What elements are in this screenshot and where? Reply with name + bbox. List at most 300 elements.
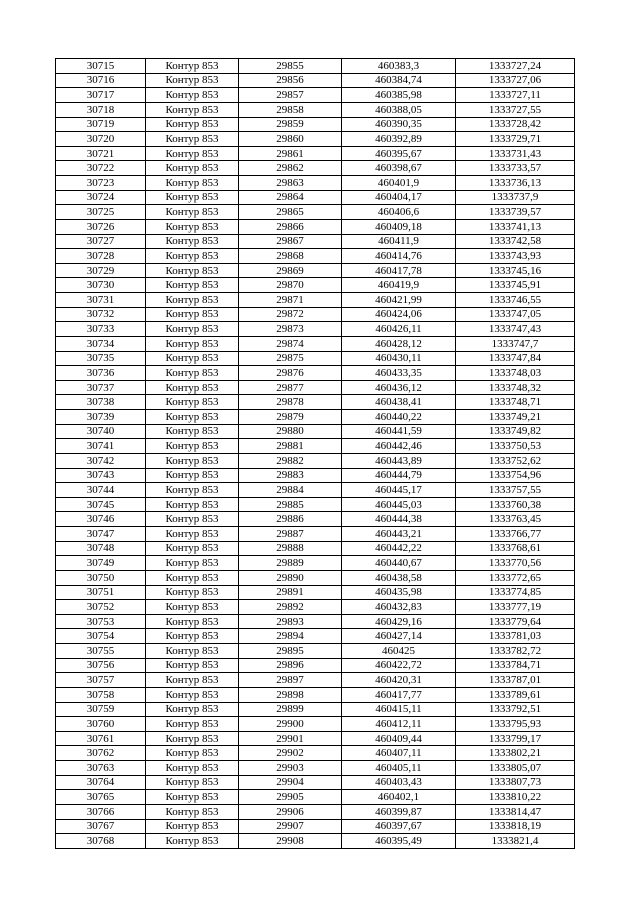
x-coordinate-cell: 460409,18 xyxy=(342,219,456,234)
y-coordinate-cell: 1333749,82 xyxy=(456,424,575,439)
table-row xyxy=(56,570,575,585)
table-row xyxy=(56,775,575,790)
vertex-number-cell: 29898 xyxy=(239,687,342,702)
contour-name-cell: Контур 853 xyxy=(146,804,239,819)
table-row xyxy=(56,614,575,629)
y-coordinate-cell: 1333742,58 xyxy=(456,234,575,249)
vertex-number-cell: 29863 xyxy=(239,176,342,191)
point-id-cell: 30732 xyxy=(56,307,146,322)
x-coordinate-cell: 460392,89 xyxy=(342,132,456,147)
y-coordinate-cell: 1333747,43 xyxy=(456,322,575,337)
contour-name-cell: Контур 853 xyxy=(146,395,239,410)
x-coordinate-cell: 460415,11 xyxy=(342,702,456,717)
contour-name-cell: Контур 853 xyxy=(146,834,239,849)
vertex-number-cell: 29881 xyxy=(239,439,342,454)
table-row xyxy=(56,88,575,103)
point-id-cell: 30741 xyxy=(56,439,146,454)
y-coordinate-cell: 1333805,07 xyxy=(456,761,575,776)
x-coordinate-cell: 460435,98 xyxy=(342,585,456,600)
contour-name-cell: Контур 853 xyxy=(146,73,239,88)
contour-name-cell: Контур 853 xyxy=(146,541,239,556)
point-id-cell: 30721 xyxy=(56,146,146,161)
point-id-cell: 30716 xyxy=(56,73,146,88)
point-id-cell: 30715 xyxy=(56,59,146,74)
y-coordinate-cell: 1333777,19 xyxy=(456,600,575,615)
x-coordinate-cell: 460421,99 xyxy=(342,293,456,308)
vertex-number-cell: 29860 xyxy=(239,132,342,147)
x-coordinate-cell: 460426,11 xyxy=(342,322,456,337)
vertex-number-cell: 29886 xyxy=(239,512,342,527)
point-id-cell: 30730 xyxy=(56,278,146,293)
y-coordinate-cell: 1333757,55 xyxy=(456,483,575,498)
contour-name-cell: Контур 853 xyxy=(146,336,239,351)
table-row xyxy=(56,219,575,234)
y-coordinate-cell: 1333729,71 xyxy=(456,132,575,147)
point-id-cell: 30756 xyxy=(56,658,146,673)
y-coordinate-cell: 1333792,51 xyxy=(456,702,575,717)
table-row xyxy=(56,278,575,293)
table-row xyxy=(56,629,575,644)
vertex-number-cell: 29899 xyxy=(239,702,342,717)
y-coordinate-cell: 1333754,96 xyxy=(456,468,575,483)
table-row xyxy=(56,307,575,322)
table-row xyxy=(56,424,575,439)
vertex-number-cell: 29884 xyxy=(239,483,342,498)
table-row xyxy=(56,234,575,249)
point-id-cell: 30726 xyxy=(56,219,146,234)
contour-name-cell: Контур 853 xyxy=(146,59,239,74)
y-coordinate-cell: 1333799,17 xyxy=(456,731,575,746)
contour-name-cell: Контур 853 xyxy=(146,614,239,629)
vertex-number-cell: 29868 xyxy=(239,249,342,264)
x-coordinate-cell: 460385,98 xyxy=(342,88,456,103)
point-id-cell: 30767 xyxy=(56,819,146,834)
contour-name-cell: Контур 853 xyxy=(146,453,239,468)
table-row xyxy=(56,731,575,746)
vertex-number-cell: 29883 xyxy=(239,468,342,483)
vertex-number-cell: 29875 xyxy=(239,351,342,366)
contour-name-cell: Контур 853 xyxy=(146,790,239,805)
table-row xyxy=(56,132,575,147)
x-coordinate-cell: 460442,22 xyxy=(342,541,456,556)
y-coordinate-cell: 1333787,01 xyxy=(456,673,575,688)
point-id-cell: 30725 xyxy=(56,205,146,220)
contour-name-cell: Контур 853 xyxy=(146,600,239,615)
vertex-number-cell: 29902 xyxy=(239,746,342,761)
vertex-number-cell: 29908 xyxy=(239,834,342,849)
contour-name-cell: Контур 853 xyxy=(146,702,239,717)
vertex-number-cell: 29900 xyxy=(239,717,342,732)
point-id-cell: 30760 xyxy=(56,717,146,732)
point-id-cell: 30762 xyxy=(56,746,146,761)
point-id-cell: 30720 xyxy=(56,132,146,147)
point-id-cell: 30751 xyxy=(56,585,146,600)
vertex-number-cell: 29901 xyxy=(239,731,342,746)
x-coordinate-cell: 460398,67 xyxy=(342,161,456,176)
x-coordinate-cell: 460399,87 xyxy=(342,804,456,819)
y-coordinate-cell: 1333746,55 xyxy=(456,293,575,308)
y-coordinate-cell: 1333750,53 xyxy=(456,439,575,454)
contour-name-cell: Контур 853 xyxy=(146,658,239,673)
y-coordinate-cell: 1333727,11 xyxy=(456,88,575,103)
x-coordinate-cell: 460409,44 xyxy=(342,731,456,746)
y-coordinate-cell: 1333807,73 xyxy=(456,775,575,790)
contour-name-cell: Контур 853 xyxy=(146,190,239,205)
vertex-number-cell: 29904 xyxy=(239,775,342,790)
vertex-number-cell: 29865 xyxy=(239,205,342,220)
y-coordinate-cell: 1333782,72 xyxy=(456,644,575,659)
coordinates-table-body xyxy=(56,59,575,849)
x-coordinate-cell: 460405,11 xyxy=(342,761,456,776)
x-coordinate-cell: 460440,22 xyxy=(342,410,456,425)
point-id-cell: 30736 xyxy=(56,366,146,381)
contour-name-cell: Контур 853 xyxy=(146,146,239,161)
x-coordinate-cell: 460407,11 xyxy=(342,746,456,761)
x-coordinate-cell: 460438,41 xyxy=(342,395,456,410)
x-coordinate-cell: 460445,03 xyxy=(342,497,456,512)
y-coordinate-cell: 1333739,57 xyxy=(456,205,575,220)
contour-name-cell: Контур 853 xyxy=(146,585,239,600)
x-coordinate-cell: 460404,17 xyxy=(342,190,456,205)
x-coordinate-cell: 460445,17 xyxy=(342,483,456,498)
table-row xyxy=(56,468,575,483)
x-coordinate-cell: 460388,05 xyxy=(342,102,456,117)
table-row xyxy=(56,161,575,176)
x-coordinate-cell: 460417,77 xyxy=(342,687,456,702)
point-id-cell: 30745 xyxy=(56,497,146,512)
contour-name-cell: Контур 853 xyxy=(146,351,239,366)
x-coordinate-cell: 460395,49 xyxy=(342,834,456,849)
y-coordinate-cell: 1333745,16 xyxy=(456,263,575,278)
vertex-number-cell: 29888 xyxy=(239,541,342,556)
table-row xyxy=(56,176,575,191)
table-row xyxy=(56,761,575,776)
y-coordinate-cell: 1333781,03 xyxy=(456,629,575,644)
table-row xyxy=(56,410,575,425)
y-coordinate-cell: 1333789,61 xyxy=(456,687,575,702)
x-coordinate-cell: 460438,58 xyxy=(342,570,456,585)
point-id-cell: 30766 xyxy=(56,804,146,819)
x-coordinate-cell: 460412,11 xyxy=(342,717,456,732)
y-coordinate-cell: 1333731,43 xyxy=(456,146,575,161)
point-id-cell: 30754 xyxy=(56,629,146,644)
table-row xyxy=(56,366,575,381)
contour-name-cell: Контур 853 xyxy=(146,629,239,644)
contour-name-cell: Контур 853 xyxy=(146,775,239,790)
vertex-number-cell: 29897 xyxy=(239,673,342,688)
table-row xyxy=(56,746,575,761)
table-row xyxy=(56,600,575,615)
table-row xyxy=(56,453,575,468)
point-id-cell: 30759 xyxy=(56,702,146,717)
y-coordinate-cell: 1333743,93 xyxy=(456,249,575,264)
point-id-cell: 30768 xyxy=(56,834,146,849)
y-coordinate-cell: 1333760,38 xyxy=(456,497,575,512)
vertex-number-cell: 29905 xyxy=(239,790,342,805)
point-id-cell: 30728 xyxy=(56,249,146,264)
contour-name-cell: Контур 853 xyxy=(146,556,239,571)
vertex-number-cell: 29877 xyxy=(239,380,342,395)
point-id-cell: 30765 xyxy=(56,790,146,805)
y-coordinate-cell: 1333748,32 xyxy=(456,380,575,395)
vertex-number-cell: 29864 xyxy=(239,190,342,205)
point-id-cell: 30718 xyxy=(56,102,146,117)
vertex-number-cell: 29893 xyxy=(239,614,342,629)
contour-name-cell: Контур 853 xyxy=(146,717,239,732)
y-coordinate-cell: 1333737,9 xyxy=(456,190,575,205)
table-row xyxy=(56,717,575,732)
table-row xyxy=(56,658,575,673)
y-coordinate-cell: 1333747,84 xyxy=(456,351,575,366)
vertex-number-cell: 29889 xyxy=(239,556,342,571)
x-coordinate-cell: 460430,11 xyxy=(342,351,456,366)
table-row xyxy=(56,804,575,819)
vertex-number-cell: 29870 xyxy=(239,278,342,293)
y-coordinate-cell: 1333748,71 xyxy=(456,395,575,410)
x-coordinate-cell: 460444,79 xyxy=(342,468,456,483)
y-coordinate-cell: 1333810,22 xyxy=(456,790,575,805)
vertex-number-cell: 29862 xyxy=(239,161,342,176)
contour-name-cell: Контур 853 xyxy=(146,88,239,103)
point-id-cell: 30743 xyxy=(56,468,146,483)
table-row xyxy=(56,541,575,556)
vertex-number-cell: 29887 xyxy=(239,527,342,542)
x-coordinate-cell: 460436,12 xyxy=(342,380,456,395)
x-coordinate-cell: 460428,12 xyxy=(342,336,456,351)
contour-name-cell: Контур 853 xyxy=(146,366,239,381)
x-coordinate-cell: 460427,14 xyxy=(342,629,456,644)
vertex-number-cell: 29873 xyxy=(239,322,342,337)
contour-name-cell: Контур 853 xyxy=(146,293,239,308)
x-coordinate-cell: 460397,67 xyxy=(342,819,456,834)
vertex-number-cell: 29876 xyxy=(239,366,342,381)
contour-name-cell: Контур 853 xyxy=(146,746,239,761)
contour-name-cell: Контур 853 xyxy=(146,819,239,834)
table-row xyxy=(56,483,575,498)
contour-name-cell: Контур 853 xyxy=(146,249,239,264)
contour-name-cell: Контур 853 xyxy=(146,161,239,176)
x-coordinate-cell: 460441,59 xyxy=(342,424,456,439)
y-coordinate-cell: 1333736,13 xyxy=(456,176,575,191)
contour-name-cell: Контур 853 xyxy=(146,687,239,702)
contour-name-cell: Контур 853 xyxy=(146,219,239,234)
vertex-number-cell: 29856 xyxy=(239,73,342,88)
point-id-cell: 30735 xyxy=(56,351,146,366)
point-id-cell: 30734 xyxy=(56,336,146,351)
point-id-cell: 30750 xyxy=(56,570,146,585)
table-row xyxy=(56,380,575,395)
x-coordinate-cell: 460433,35 xyxy=(342,366,456,381)
table-row xyxy=(56,644,575,659)
contour-name-cell: Контур 853 xyxy=(146,731,239,746)
table-row xyxy=(56,293,575,308)
y-coordinate-cell: 1333728,42 xyxy=(456,117,575,132)
x-coordinate-cell: 460429,16 xyxy=(342,614,456,629)
vertex-number-cell: 29891 xyxy=(239,585,342,600)
table-row xyxy=(56,351,575,366)
x-coordinate-cell: 460390,35 xyxy=(342,117,456,132)
contour-name-cell: Контур 853 xyxy=(146,322,239,337)
vertex-number-cell: 29859 xyxy=(239,117,342,132)
vertex-number-cell: 29855 xyxy=(239,59,342,74)
contour-name-cell: Контур 853 xyxy=(146,497,239,512)
contour-name-cell: Контур 853 xyxy=(146,424,239,439)
coordinates-table xyxy=(55,58,575,849)
point-id-cell: 30727 xyxy=(56,234,146,249)
x-coordinate-cell: 460444,38 xyxy=(342,512,456,527)
vertex-number-cell: 29885 xyxy=(239,497,342,512)
table-row xyxy=(56,336,575,351)
vertex-number-cell: 29867 xyxy=(239,234,342,249)
y-coordinate-cell: 1333779,64 xyxy=(456,614,575,629)
y-coordinate-cell: 1333802,21 xyxy=(456,746,575,761)
x-coordinate-cell: 460419,9 xyxy=(342,278,456,293)
y-coordinate-cell: 1333727,55 xyxy=(456,102,575,117)
point-id-cell: 30724 xyxy=(56,190,146,205)
y-coordinate-cell: 1333818,19 xyxy=(456,819,575,834)
contour-name-cell: Контур 853 xyxy=(146,410,239,425)
y-coordinate-cell: 1333733,57 xyxy=(456,161,575,176)
point-id-cell: 30746 xyxy=(56,512,146,527)
vertex-number-cell: 29857 xyxy=(239,88,342,103)
point-id-cell: 30717 xyxy=(56,88,146,103)
y-coordinate-cell: 1333770,56 xyxy=(456,556,575,571)
x-coordinate-cell: 460440,67 xyxy=(342,556,456,571)
table-row xyxy=(56,439,575,454)
vertex-number-cell: 29866 xyxy=(239,219,342,234)
y-coordinate-cell: 1333795,93 xyxy=(456,717,575,732)
contour-name-cell: Контур 853 xyxy=(146,570,239,585)
y-coordinate-cell: 1333745,91 xyxy=(456,278,575,293)
contour-name-cell: Контур 853 xyxy=(146,380,239,395)
y-coordinate-cell: 1333766,77 xyxy=(456,527,575,542)
contour-name-cell: Контур 853 xyxy=(146,263,239,278)
y-coordinate-cell: 1333747,05 xyxy=(456,307,575,322)
point-id-cell: 30764 xyxy=(56,775,146,790)
contour-name-cell: Контур 853 xyxy=(146,176,239,191)
x-coordinate-cell: 460411,9 xyxy=(342,234,456,249)
contour-name-cell: Контур 853 xyxy=(146,673,239,688)
x-coordinate-cell: 460402,1 xyxy=(342,790,456,805)
y-coordinate-cell: 1333814,47 xyxy=(456,804,575,819)
contour-name-cell: Контур 853 xyxy=(146,205,239,220)
point-id-cell: 30739 xyxy=(56,410,146,425)
point-id-cell: 30731 xyxy=(56,293,146,308)
contour-name-cell: Контур 853 xyxy=(146,761,239,776)
vertex-number-cell: 29858 xyxy=(239,102,342,117)
table-row xyxy=(56,819,575,834)
table-row xyxy=(56,790,575,805)
y-coordinate-cell: 1333763,45 xyxy=(456,512,575,527)
x-coordinate-cell: 460443,89 xyxy=(342,453,456,468)
vertex-number-cell: 29896 xyxy=(239,658,342,673)
y-coordinate-cell: 1333784,71 xyxy=(456,658,575,673)
vertex-number-cell: 29871 xyxy=(239,293,342,308)
point-id-cell: 30742 xyxy=(56,453,146,468)
x-coordinate-cell: 460422,72 xyxy=(342,658,456,673)
x-coordinate-cell: 460383,3 xyxy=(342,59,456,74)
y-coordinate-cell: 1333749,21 xyxy=(456,410,575,425)
vertex-number-cell: 29880 xyxy=(239,424,342,439)
y-coordinate-cell: 1333727,06 xyxy=(456,73,575,88)
vertex-number-cell: 29878 xyxy=(239,395,342,410)
table-row xyxy=(56,702,575,717)
table-row xyxy=(56,249,575,264)
point-id-cell: 30723 xyxy=(56,176,146,191)
y-coordinate-cell: 1333747,7 xyxy=(456,336,575,351)
vertex-number-cell: 29861 xyxy=(239,146,342,161)
vertex-number-cell: 29872 xyxy=(239,307,342,322)
contour-name-cell: Контур 853 xyxy=(146,483,239,498)
table-row xyxy=(56,395,575,410)
x-coordinate-cell: 460424,06 xyxy=(342,307,456,322)
y-coordinate-cell: 1333774,85 xyxy=(456,585,575,600)
point-id-cell: 30722 xyxy=(56,161,146,176)
table-row xyxy=(56,556,575,571)
contour-name-cell: Контур 853 xyxy=(146,439,239,454)
table-row xyxy=(56,834,575,849)
x-coordinate-cell: 460417,78 xyxy=(342,263,456,278)
vertex-number-cell: 29882 xyxy=(239,453,342,468)
point-id-cell: 30749 xyxy=(56,556,146,571)
point-id-cell: 30753 xyxy=(56,614,146,629)
point-id-cell: 30733 xyxy=(56,322,146,337)
y-coordinate-cell: 1333748,03 xyxy=(456,366,575,381)
vertex-number-cell: 29874 xyxy=(239,336,342,351)
contour-name-cell: Контур 853 xyxy=(146,307,239,322)
x-coordinate-cell: 460420,31 xyxy=(342,673,456,688)
x-coordinate-cell: 460432,83 xyxy=(342,600,456,615)
x-coordinate-cell: 460406,6 xyxy=(342,205,456,220)
x-coordinate-cell: 460395,67 xyxy=(342,146,456,161)
contour-name-cell: Контур 853 xyxy=(146,278,239,293)
x-coordinate-cell: 460403,43 xyxy=(342,775,456,790)
table-row xyxy=(56,673,575,688)
vertex-number-cell: 29903 xyxy=(239,761,342,776)
point-id-cell: 30763 xyxy=(56,761,146,776)
x-coordinate-cell: 460401,9 xyxy=(342,176,456,191)
point-id-cell: 30757 xyxy=(56,673,146,688)
point-id-cell: 30740 xyxy=(56,424,146,439)
point-id-cell: 30752 xyxy=(56,600,146,615)
point-id-cell: 30755 xyxy=(56,644,146,659)
contour-name-cell: Контур 853 xyxy=(146,102,239,117)
x-coordinate-cell: 460443,21 xyxy=(342,527,456,542)
table-row xyxy=(56,512,575,527)
x-coordinate-cell: 460442,46 xyxy=(342,439,456,454)
vertex-number-cell: 29879 xyxy=(239,410,342,425)
contour-name-cell: Контур 853 xyxy=(146,132,239,147)
table-row xyxy=(56,687,575,702)
vertex-number-cell: 29894 xyxy=(239,629,342,644)
point-id-cell: 30744 xyxy=(56,483,146,498)
y-coordinate-cell: 1333768,61 xyxy=(456,541,575,556)
x-coordinate-cell: 460384,74 xyxy=(342,73,456,88)
vertex-number-cell: 29892 xyxy=(239,600,342,615)
y-coordinate-cell: 1333741,13 xyxy=(456,219,575,234)
table-row xyxy=(56,527,575,542)
contour-name-cell: Контур 853 xyxy=(146,527,239,542)
vertex-number-cell: 29869 xyxy=(239,263,342,278)
table-row xyxy=(56,322,575,337)
table-row xyxy=(56,102,575,117)
point-id-cell: 30748 xyxy=(56,541,146,556)
table-row xyxy=(56,585,575,600)
contour-name-cell: Контур 853 xyxy=(146,117,239,132)
point-id-cell: 30747 xyxy=(56,527,146,542)
point-id-cell: 30758 xyxy=(56,687,146,702)
point-id-cell: 30761 xyxy=(56,731,146,746)
